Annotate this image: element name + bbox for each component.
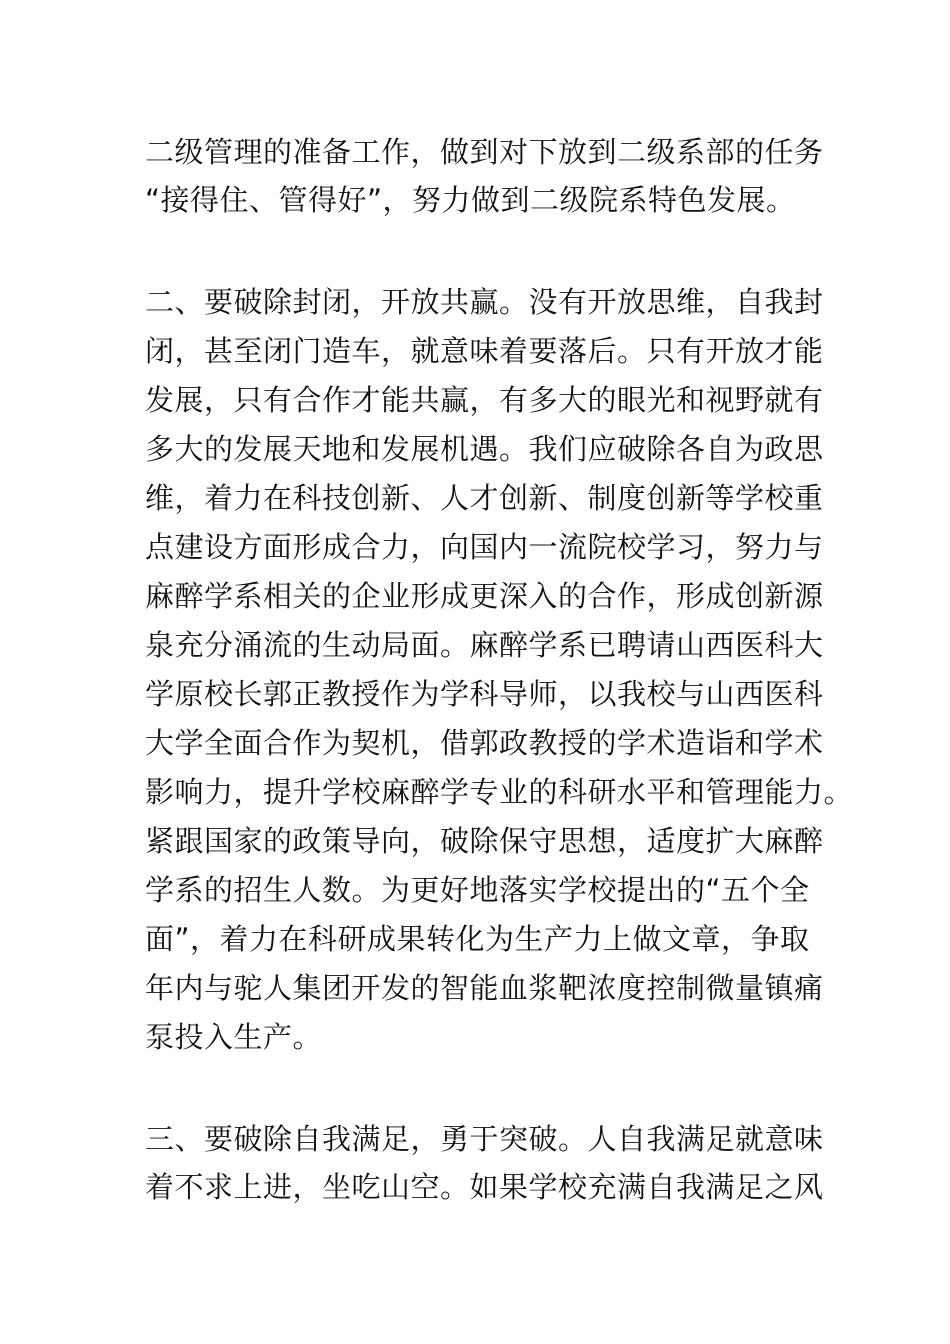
text-line: “接得住、管得好”，努力做到二级院系特色发展。 — [145, 183, 796, 217]
text-line: 二级管理的准备工作，做到对下放到二级系部的任务 — [145, 135, 824, 169]
text-line: 麻醉学系相关的企业形成更深入的合作，形成创新源 — [145, 579, 824, 613]
text-line: 泵投入生产。 — [145, 1020, 323, 1054]
text-line: 面”，着力在科研成果转化为生产力上做文章，争取 — [145, 922, 810, 956]
text-line: 大学全面合作为契机，借郭政教授的学术造诣和学术 — [145, 726, 824, 760]
text-line: 着不求上进，坐吃山空。如果学校充满自我满足之风 — [145, 1170, 824, 1204]
text-line: 发展，只有合作才能共赢，有多大的眼光和视野就有 — [145, 383, 824, 417]
text-line: 点建设方面形成合力，向国内一流院校学习，努力与 — [145, 530, 824, 564]
text-line: 三、要破除自我满足，勇于突破。人自我满足就意味 — [145, 1122, 824, 1156]
text-line: 紧跟国家的政策导向，破除保守思想，适度扩大麻醉 — [145, 824, 824, 858]
text-line: 学系的招生人数。为更好地落实学校提出的“五个全 — [145, 873, 810, 907]
text-line: 维，着力在科技创新、人才创新、制度创新等学校重 — [145, 481, 824, 515]
text-line: 影响力，提升学校麻醉学专业的科研水平和管理能力。 — [145, 775, 854, 809]
text-line: 多大的发展天地和发展机遇。我们应破除各自为政思 — [145, 432, 824, 466]
text-line: 泉充分涌流的生动局面。麻醉学系已聘请山西医科大 — [145, 628, 824, 662]
text-line: 二、要破除封闭，开放共赢。没有开放思维，自我封 — [145, 285, 824, 319]
text-line: 学原校长郭正教授作为学科导师，以我校与山西医科 — [145, 677, 824, 711]
text-line: 年内与驼人集团开发的智能血浆靶浓度控制微量镇痛 — [145, 971, 824, 1005]
text-line: 闭，甚至闭门造车，就意味着要落后。只有开放才能 — [145, 334, 824, 368]
